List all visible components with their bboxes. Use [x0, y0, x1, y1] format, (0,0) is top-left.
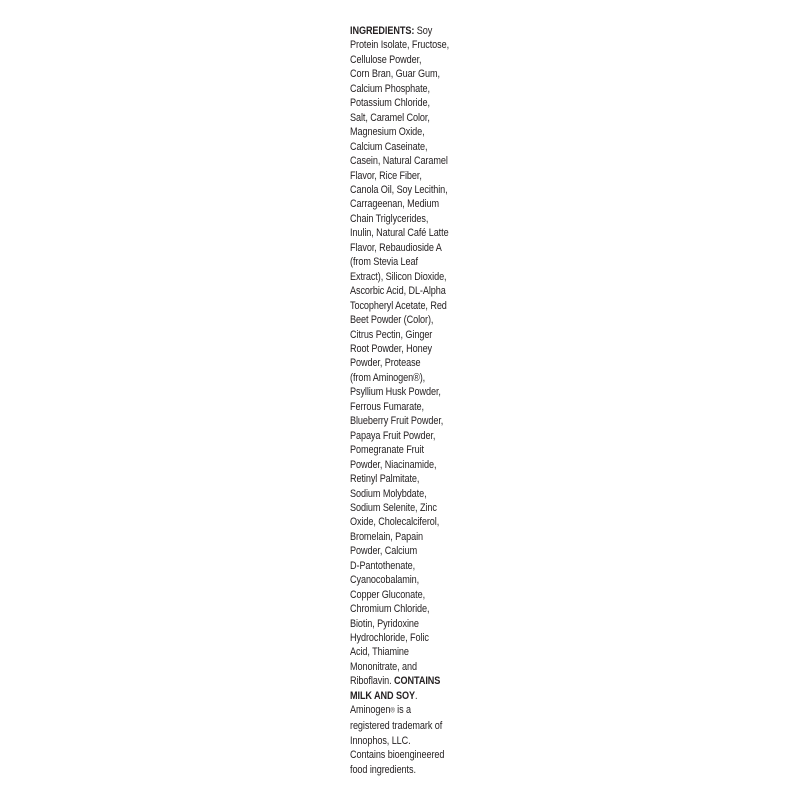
ingredients-line: Extract), Silicon Dioxide,	[350, 270, 447, 283]
ingredients-line: Pomegranate Fruit	[350, 444, 425, 457]
ingredients-line	[350, 24, 449, 38]
ingredients-line: Ascorbic Acid, DL-Alpha	[350, 285, 446, 298]
trademark-line: Innophos, LLC.	[350, 734, 411, 747]
ingredients-line: Cyanocobalamin,	[350, 574, 420, 587]
allergen-statement-part: MILK AND SOY	[350, 689, 415, 702]
ingredients-line: Protein Isolate, Fructose,	[350, 39, 450, 52]
ingredients-line: Sodium Molybdate,	[350, 487, 427, 500]
bioengineered-line: food ingredients.	[350, 763, 416, 776]
ingredients-line: Ferrous Fumarate,	[350, 400, 424, 413]
ingredients-line: Oxide, Cholecalciferol,	[350, 516, 440, 529]
ingredients-line: D-Pantothenate,	[350, 559, 416, 572]
ingredients-line: Powder, Protease	[350, 357, 421, 370]
allergen-statement-period: .	[414, 689, 418, 702]
ingredients-line: Mononitrate, and	[350, 660, 417, 673]
ingredients-line: Psyllium Husk Powder,	[350, 386, 441, 399]
allergen-statement-part: CONTAINS	[394, 675, 441, 688]
ingredients-line: Magnesium Oxide,	[350, 126, 425, 139]
bioengineered-line: Contains bioengineered	[350, 749, 445, 762]
ingredients-line: Copper Gluconate,	[350, 588, 426, 601]
ingredients-line: Flavor, Rebaudioside A	[350, 241, 442, 254]
registered-symbol: ®	[390, 707, 395, 715]
ingredients-line: Calcium Phosphate,	[350, 82, 430, 95]
trademark-line-text: is a	[394, 704, 411, 717]
ingredients-line: (from Aminogen®),	[350, 371, 426, 384]
ingredients-line: Cellulose Powder,	[350, 53, 422, 66]
ingredients-line: Carrageenan, Medium	[350, 198, 440, 211]
ingredients-line: Sodium Selenite, Zinc	[350, 501, 437, 514]
ingredients-line: Root Powder, Honey	[350, 342, 433, 355]
ingredients-line: Citrus Pectin, Ginger	[350, 328, 433, 341]
ingredients-line: Beet Powder (Color),	[350, 314, 434, 327]
ingredients-line: Calcium Caseinate,	[350, 140, 428, 153]
ingredients-line: Casein, Natural Caramel	[350, 155, 448, 168]
ingredients-line: Chain Triglycerides,	[350, 212, 429, 225]
ingredients-line-text: Soy	[414, 25, 433, 37]
ingredients-line: Powder, Calcium	[350, 545, 418, 558]
ingredients-line: Retinyl Palmitate,	[350, 473, 420, 486]
ingredients-panel	[350, 24, 465, 777]
ingredients-line: Salt, Caramel Color,	[350, 111, 430, 124]
ingredients-line: Acid, Thiamine	[350, 646, 409, 659]
trademark-name: Aminogen	[350, 704, 391, 717]
ingredients-line: Hydrochloride, Folic	[350, 632, 429, 645]
ingredients-line: Tocopheryl Acetate, Red	[350, 299, 447, 312]
ingredients-line: Chromium Chloride,	[350, 603, 430, 616]
ingredients-line: Papaya Fruit Powder,	[350, 429, 436, 442]
ingredients-line: Blueberry Fruit Powder,	[350, 415, 444, 428]
ingredients-text	[350, 24, 465, 777]
ingredients-line: Biotin, Pyridoxine	[350, 617, 419, 630]
ingredients-line: Inulin, Natural Café Latte	[350, 227, 449, 240]
ingredients-line-text: Riboflavin.	[350, 675, 395, 688]
ingredients-line: Bromelain, Papain	[350, 530, 423, 543]
ingredients-line: Canola Oil, Soy Lecithin,	[350, 183, 448, 196]
trademark-line: registered trademark of	[350, 720, 443, 733]
trademark-line	[350, 703, 449, 719]
allergen-statement-line	[350, 689, 449, 703]
ingredients-line: Corn Bran, Guar Gum,	[350, 68, 440, 81]
ingredients-line: Potassium Chloride,	[350, 97, 430, 110]
ingredients-line	[350, 674, 449, 688]
ingredients-heading: INGREDIENTS:	[350, 25, 415, 37]
ingredients-line: Flavor, Rice Fiber,	[350, 169, 422, 182]
ingredients-line: (from Stevia Leaf	[350, 256, 418, 269]
ingredients-line: Powder, Niacinamide,	[350, 458, 437, 471]
